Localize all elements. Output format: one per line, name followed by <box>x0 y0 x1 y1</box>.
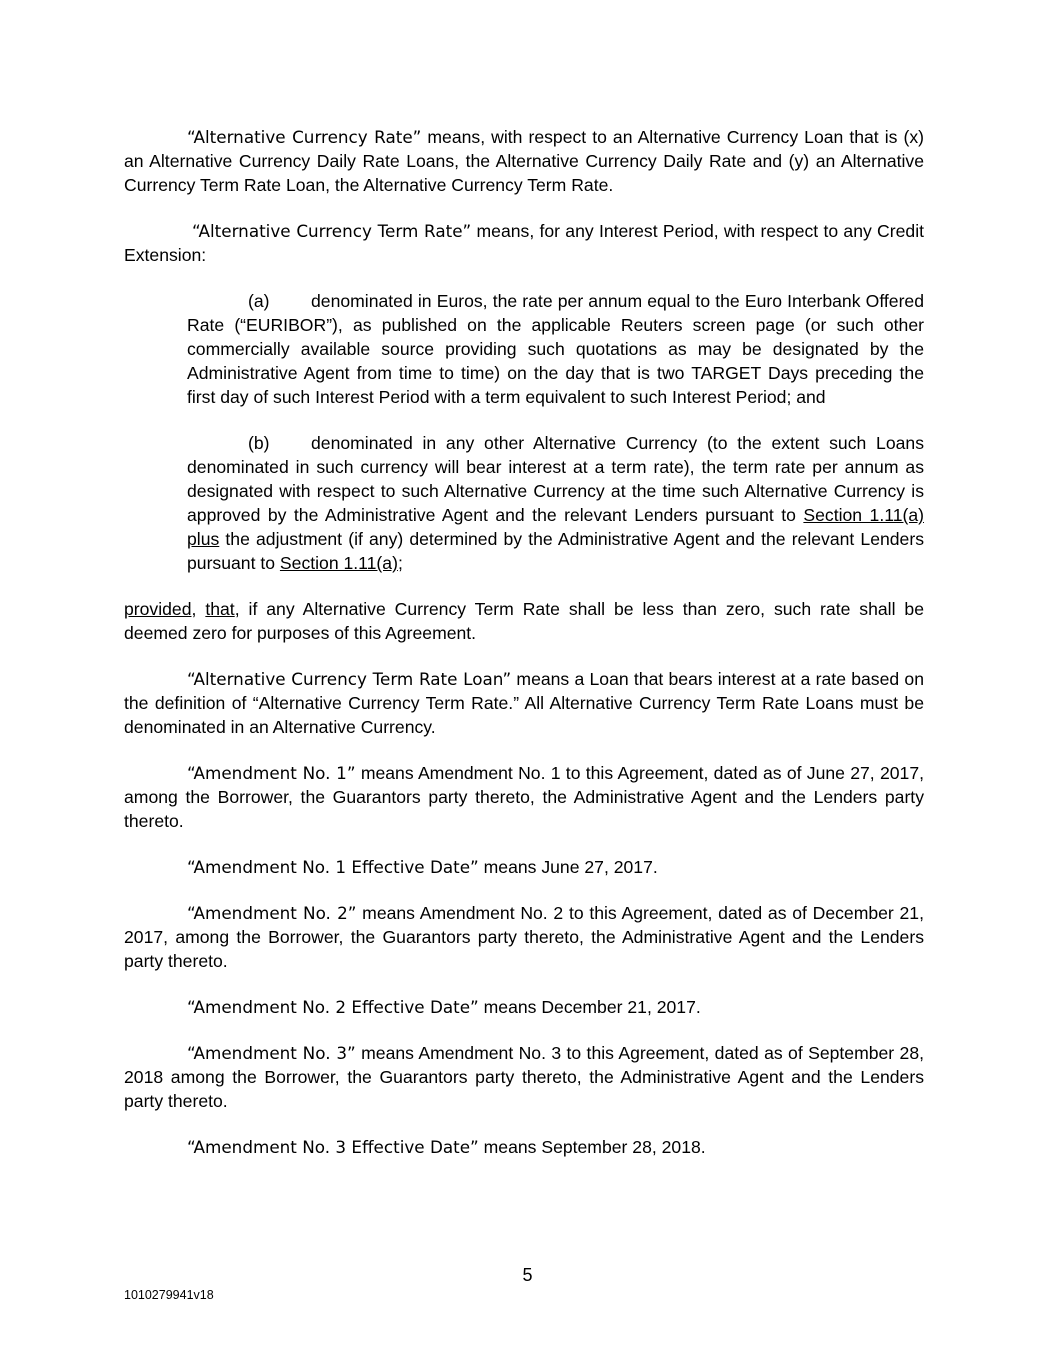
clause-a <box>187 289 924 409</box>
definition-amendment-no-2 <box>124 901 924 973</box>
defined-term: “Amendment No. 1” <box>187 763 356 783</box>
definition-text: means December 21, 2017. <box>478 997 701 1017</box>
page-number: 5 <box>522 1265 533 1285</box>
defined-term: “Amendment No. 2 Effective Date” <box>187 997 479 1017</box>
clause-text: the adjustment (if any) determined by the Administrative Agent and the relevant Lenders pursuant to <box>187 529 924 573</box>
definition-text: means, for any Interest Period, with respect to any Credit Extension: <box>124 221 924 265</box>
document-page <box>124 125 924 1181</box>
definition-text: means June 27, 2017. <box>478 857 658 877</box>
clause-text: ; <box>397 553 403 573</box>
clause-label: (b) <box>248 433 270 453</box>
definition-alternative-currency-term-rate-loan <box>124 667 924 739</box>
document-id: 1010279941v18 <box>124 1288 214 1302</box>
provided-emphasis: provided <box>124 599 192 619</box>
defined-term: “Amendment No. 1 Effective Date” <box>187 857 479 877</box>
proviso <box>124 597 924 645</box>
proviso-text: , <box>191 599 206 619</box>
definition-amendment-no-3-effective-date <box>124 1135 924 1159</box>
definition-alternative-currency-rate <box>124 125 924 197</box>
defined-term: “Amendment No. 3” <box>187 1043 356 1063</box>
proviso-text: , if any Alternative Currency Term Rate shall be less than zero, such rate shall be deemed zero for purposes of this Agreement. <box>124 599 925 643</box>
clause-text: denominated in Euros, the rate per annum equal to the Euro Interbank Offered Rate (“EURIBOR”), as published on the applicable Reuters screen page (or such other commercially available source providing such quotations as may be designated by the Administrative Agent from time to time) on the day that is two TARGET Days preceding the first day of such Interest Period with a term equivalent to such Interest Period; and <box>187 291 924 407</box>
definition-amendment-no-1 <box>124 761 924 833</box>
defined-term: “Amendment No. 3 Effective Date” <box>187 1137 479 1157</box>
defined-term: “Alternative Currency Term Rate” <box>192 221 472 241</box>
plus-emphasis: plus <box>187 529 220 549</box>
definition-text: means Amendment No. 2 to this Agreement, dated as of December 21, 2017, among the Borrower, the Guarantors party thereto, the Administrative Agent and the Lenders party thereto. <box>124 903 924 971</box>
definition-amendment-no-3 <box>124 1041 924 1113</box>
defined-term: “Alternative Currency Rate” <box>187 127 422 147</box>
definition-text: means Amendment No. 3 to this Agreement, dated as of September 28, 2018 among the Borrower, the Guarantors party thereto, the Administrative Agent and the Lenders party thereto. <box>124 1043 924 1111</box>
defined-term: “Alternative Currency Term Rate Loan” <box>187 669 512 689</box>
clause-b <box>187 431 924 575</box>
definition-alternative-currency-term-rate <box>124 219 924 267</box>
definition-text: means a Loan that bears interest at a rate based on the definition of “Alternative Currency Term Rate.” All Alternative Currency Term Rate Loans must be denominated in an Alternative Currency. <box>124 669 924 737</box>
clause-text: denominated in any other Alternative Currency (to the extent such Loans denominated in such currency will bear interest at a term rate), the term rate per annum as designated with respect to such Alternative Currency at the time such Alternative Currency is approved by the Administrative Agent and the relevant Lenders pursuant to <box>187 433 924 525</box>
definition-text: means, with respect to an Alternative Currency Loan that is (x) an Alternative Currency Daily Rate Loans, the Alternative Currency Daily Rate and (y) an Alternative Currency Term Rate Loan, the Alternative Currency Term Rate. <box>124 127 924 195</box>
section-reference: Section 1.11(a) <box>803 505 924 525</box>
clause-label: (a) <box>248 291 270 311</box>
that-emphasis: that <box>205 599 235 619</box>
section-reference: Section 1.11(a) <box>279 553 398 573</box>
defined-term: “Amendment No. 2” <box>187 903 357 923</box>
definition-text: means Amendment No. 1 to this Agreement, dated as of June 27, 2017, among the Borrower, the Guarantors party thereto, the Administrative Agent and the Lenders party thereto. <box>124 763 924 831</box>
definition-amendment-no-1-effective-date <box>124 855 924 879</box>
definition-amendment-no-2-effective-date <box>124 995 924 1019</box>
definition-text: means September 28, 2018. <box>478 1137 706 1157</box>
